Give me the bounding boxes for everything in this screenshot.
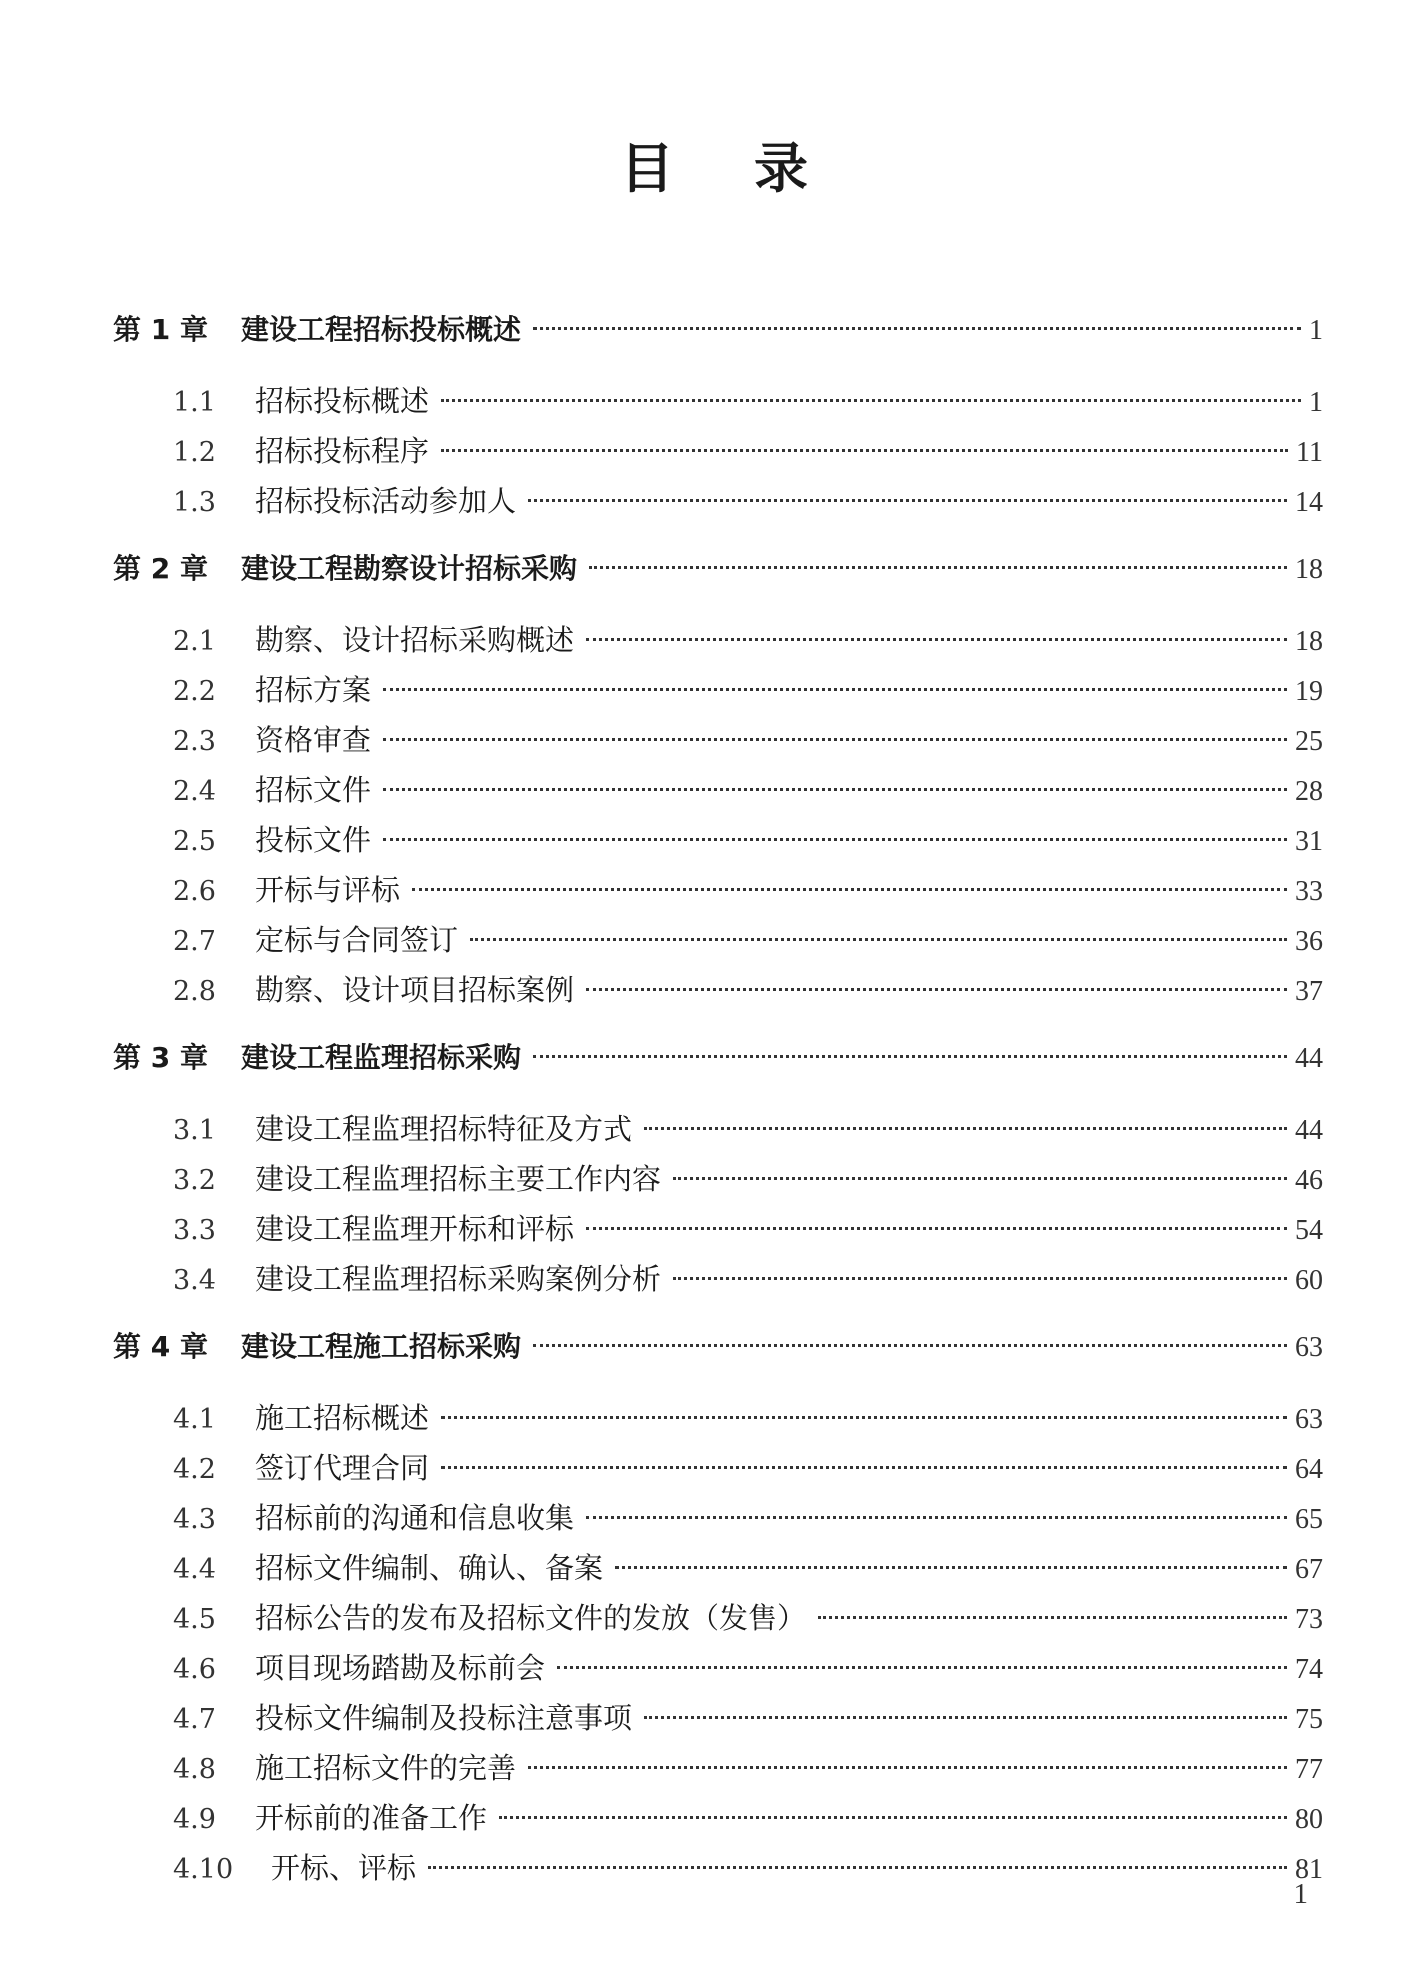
section-page: 65 bbox=[1295, 1504, 1323, 1535]
section-number: 4.6 bbox=[173, 1654, 216, 1685]
section-title: 开标前的准备工作 bbox=[255, 1801, 488, 1835]
section-page: 81 bbox=[1295, 1854, 1323, 1885]
section-title: 建设工程监理招标特征及方式 bbox=[255, 1112, 633, 1146]
section-number: 4.8 bbox=[173, 1754, 216, 1785]
toc-section-2-6[interactable] bbox=[113, 870, 1323, 912]
section-title: 开标、评标 bbox=[271, 1851, 417, 1885]
dot-leader bbox=[533, 327, 1301, 330]
dot-leader bbox=[441, 1416, 1287, 1419]
section-page: 18 bbox=[1295, 626, 1323, 657]
section-number: 2.1 bbox=[173, 626, 216, 657]
dot-leader bbox=[533, 1055, 1287, 1058]
section-title: 施工招标文件的完善 bbox=[255, 1751, 517, 1785]
dot-leader bbox=[586, 1227, 1287, 1230]
section-number: 4.1 bbox=[173, 1404, 216, 1435]
section-number: 3.3 bbox=[173, 1215, 216, 1246]
dot-leader bbox=[673, 1277, 1287, 1280]
section-title: 建设工程监理招标主要工作内容 bbox=[255, 1162, 662, 1196]
section-title: 定标与合同签订 bbox=[255, 923, 459, 957]
section-number: 4.4 bbox=[173, 1554, 216, 1585]
section-page: 28 bbox=[1295, 776, 1323, 807]
section-page: 46 bbox=[1295, 1165, 1323, 1196]
section-number: 4.2 bbox=[173, 1454, 216, 1485]
toc-section-1-1[interactable] bbox=[113, 381, 1323, 423]
dot-leader bbox=[673, 1177, 1287, 1180]
section-number: 2.7 bbox=[173, 926, 216, 957]
toc-section-2-8[interactable] bbox=[113, 970, 1323, 1012]
dot-leader bbox=[644, 1716, 1287, 1719]
toc-section-2-4[interactable] bbox=[113, 770, 1323, 812]
section-number: 1.1 bbox=[173, 387, 216, 418]
section-number: 1.3 bbox=[173, 487, 216, 518]
toc-section-1-2[interactable] bbox=[113, 431, 1323, 473]
section-page: 54 bbox=[1295, 1215, 1323, 1246]
section-number: 2.2 bbox=[173, 676, 216, 707]
dot-leader bbox=[533, 1344, 1287, 1347]
section-page: 37 bbox=[1295, 976, 1323, 1007]
toc-section-4-5[interactable] bbox=[113, 1598, 1323, 1640]
dot-leader bbox=[644, 1127, 1287, 1130]
section-page: 25 bbox=[1295, 726, 1323, 757]
section-page: 1 bbox=[1309, 387, 1323, 418]
section-title: 勘察、设计招标采购概述 bbox=[255, 623, 575, 657]
toc-section-2-1[interactable] bbox=[113, 620, 1323, 662]
chapter-title: 建设工程招标投标概述 bbox=[241, 313, 522, 346]
section-page: 67 bbox=[1295, 1554, 1323, 1585]
dot-leader bbox=[428, 1866, 1287, 1869]
section-title: 资格审查 bbox=[255, 723, 372, 757]
section-title: 招标投标活动参加人 bbox=[255, 484, 517, 518]
dot-leader bbox=[528, 1766, 1287, 1769]
dot-leader bbox=[499, 1816, 1287, 1819]
section-number: 4.10 bbox=[173, 1854, 234, 1885]
chapter-title: 建设工程勘察设计招标采购 bbox=[241, 552, 578, 585]
dot-leader bbox=[589, 566, 1287, 569]
dot-leader bbox=[441, 449, 1288, 452]
dot-leader bbox=[383, 788, 1287, 791]
toc-section-4-6[interactable] bbox=[113, 1648, 1323, 1690]
toc-section-4-4[interactable] bbox=[113, 1548, 1323, 1590]
page-title: 目录 bbox=[620, 136, 888, 200]
section-title: 项目现场踏勘及标前会 bbox=[255, 1651, 546, 1685]
section-title: 施工招标概述 bbox=[255, 1401, 430, 1435]
section-page: 36 bbox=[1295, 926, 1323, 957]
section-number: 2.3 bbox=[173, 726, 216, 757]
toc-section-4-9[interactable] bbox=[113, 1798, 1323, 1840]
dot-leader bbox=[383, 688, 1287, 691]
section-page: 80 bbox=[1295, 1804, 1323, 1835]
toc-section-4-8[interactable] bbox=[113, 1748, 1323, 1790]
toc-section-1-3[interactable] bbox=[113, 481, 1323, 523]
chapter-page: 18 bbox=[1295, 554, 1323, 585]
section-page: 19 bbox=[1295, 676, 1323, 707]
section-number: 4.5 bbox=[173, 1604, 216, 1635]
toc-section-3-2[interactable] bbox=[113, 1159, 1323, 1201]
section-number: 2.4 bbox=[173, 776, 216, 807]
section-title: 招标投标程序 bbox=[255, 434, 430, 468]
dot-leader bbox=[441, 1466, 1287, 1469]
section-title: 开标与评标 bbox=[255, 873, 401, 907]
dot-leader bbox=[615, 1566, 1287, 1569]
toc-section-3-1[interactable] bbox=[113, 1109, 1323, 1151]
section-number: 1.2 bbox=[173, 437, 216, 468]
toc-chapter-3[interactable] bbox=[113, 1038, 1323, 1079]
chapter-number: 第 2 章 bbox=[113, 552, 208, 585]
section-number: 4.3 bbox=[173, 1504, 216, 1535]
section-page: 44 bbox=[1295, 1115, 1323, 1146]
chapter-number: 第 3 章 bbox=[113, 1041, 208, 1074]
section-page: 33 bbox=[1295, 876, 1323, 907]
section-title: 投标文件 bbox=[255, 823, 372, 857]
chapter-page: 63 bbox=[1295, 1332, 1323, 1363]
section-title: 投标文件编制及投标注意事项 bbox=[255, 1701, 633, 1735]
toc-section-2-3[interactable] bbox=[113, 720, 1323, 762]
toc-chapter-1[interactable] bbox=[113, 310, 1323, 351]
section-number: 4.7 bbox=[173, 1704, 216, 1735]
section-title: 建设工程监理开标和评标 bbox=[255, 1212, 575, 1246]
dot-leader bbox=[586, 988, 1287, 991]
chapter-page: 44 bbox=[1295, 1043, 1323, 1074]
toc-section-4-10[interactable] bbox=[113, 1848, 1323, 1890]
section-number: 2.5 bbox=[173, 826, 216, 857]
section-number: 2.8 bbox=[173, 976, 216, 1007]
section-title: 建设工程监理招标采购案例分析 bbox=[255, 1262, 662, 1296]
toc-section-2-7[interactable] bbox=[113, 920, 1323, 962]
section-title: 勘察、设计项目招标案例 bbox=[255, 973, 575, 1007]
section-number: 4.9 bbox=[173, 1804, 216, 1835]
table-of-contents bbox=[113, 310, 1323, 1898]
toc-section-4-1[interactable] bbox=[113, 1398, 1323, 1440]
toc-chapter-4[interactable] bbox=[113, 1327, 1323, 1368]
dot-leader bbox=[470, 938, 1287, 941]
section-number: 2.6 bbox=[173, 876, 216, 907]
section-page: 14 bbox=[1295, 487, 1323, 518]
section-number: 3.1 bbox=[173, 1115, 216, 1146]
dot-leader bbox=[818, 1616, 1287, 1619]
section-title: 签订代理合同 bbox=[255, 1451, 430, 1485]
dot-leader bbox=[586, 638, 1287, 641]
section-number: 3.4 bbox=[173, 1265, 216, 1296]
toc-section-2-2[interactable] bbox=[113, 670, 1323, 712]
chapter-title: 建设工程施工招标采购 bbox=[241, 1330, 522, 1363]
dot-leader bbox=[383, 738, 1287, 741]
section-page: 11 bbox=[1296, 437, 1323, 468]
section-title: 招标公告的发布及招标文件的发放（发售） bbox=[255, 1601, 807, 1635]
section-page: 64 bbox=[1295, 1454, 1323, 1485]
dot-leader bbox=[528, 499, 1287, 502]
dot-leader bbox=[586, 1516, 1287, 1519]
section-page: 74 bbox=[1295, 1654, 1323, 1685]
section-page: 31 bbox=[1295, 826, 1323, 857]
dot-leader bbox=[383, 838, 1287, 841]
toc-section-3-3[interactable] bbox=[113, 1209, 1323, 1251]
section-page: 75 bbox=[1295, 1704, 1323, 1735]
chapter-number: 第 1 章 bbox=[113, 313, 208, 346]
section-page: 60 bbox=[1295, 1265, 1323, 1296]
toc-section-3-4[interactable] bbox=[113, 1259, 1323, 1301]
dot-leader bbox=[412, 888, 1287, 891]
section-page: 77 bbox=[1295, 1754, 1323, 1785]
chapter-page: 1 bbox=[1309, 315, 1323, 346]
dot-leader bbox=[557, 1666, 1287, 1669]
dot-leader bbox=[441, 399, 1301, 402]
section-page: 73 bbox=[1295, 1604, 1323, 1635]
section-title: 招标前的沟通和信息收集 bbox=[255, 1501, 575, 1535]
page-number: 1 bbox=[1293, 1878, 1308, 1910]
toc-section-4-2[interactable] bbox=[113, 1448, 1323, 1490]
section-title: 招标文件编制、确认、备案 bbox=[255, 1551, 604, 1585]
section-page: 63 bbox=[1295, 1404, 1323, 1435]
section-title: 招标方案 bbox=[255, 673, 372, 707]
toc-section-4-7[interactable] bbox=[113, 1698, 1323, 1740]
toc-section-4-3[interactable] bbox=[113, 1498, 1323, 1540]
section-title: 招标投标概述 bbox=[255, 384, 430, 418]
chapter-title: 建设工程监理招标采购 bbox=[241, 1041, 522, 1074]
toc-section-2-5[interactable] bbox=[113, 820, 1323, 862]
section-title: 招标文件 bbox=[255, 773, 372, 807]
section-number: 3.2 bbox=[173, 1165, 216, 1196]
chapter-number: 第 4 章 bbox=[113, 1330, 208, 1363]
toc-chapter-2[interactable] bbox=[113, 549, 1323, 590]
